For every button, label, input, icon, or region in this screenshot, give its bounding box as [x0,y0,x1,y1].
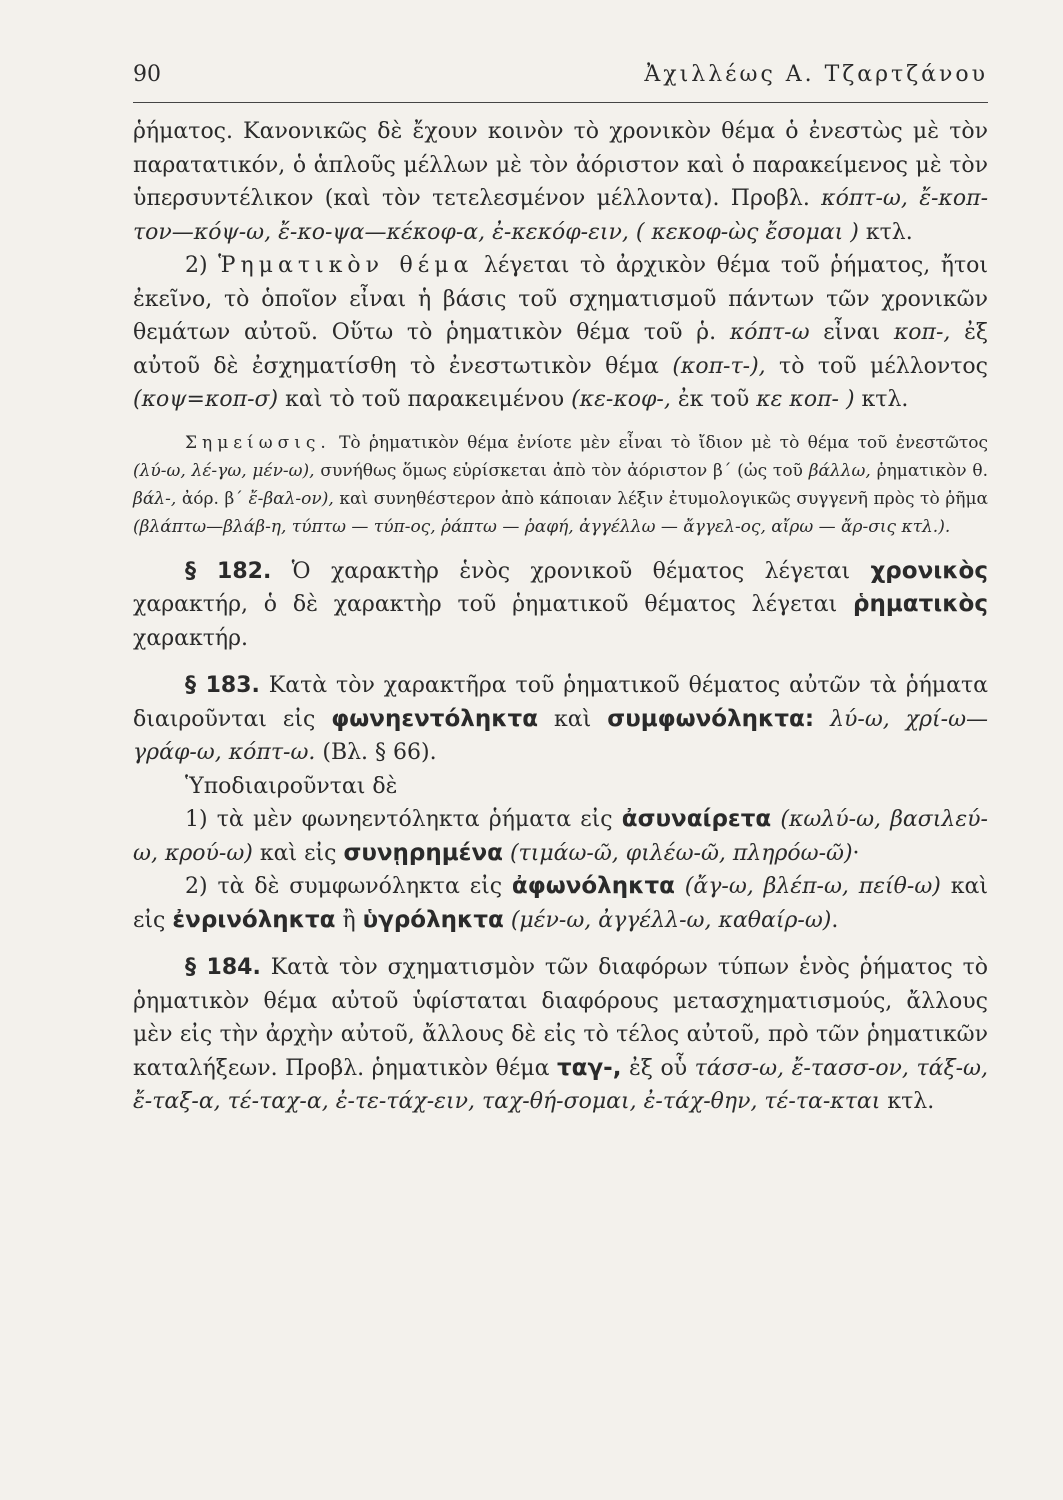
text: . [831,907,839,933]
bold-term: ὑγρόληκτα [362,906,504,933]
section-number: § 182. [185,558,272,584]
text: Ὁ χαρακτὴρ ἑνὸς χρονικοῦ θέματος λέγεται [271,558,871,584]
text: καὶ συνηθέστερον ἀπὸ κάποιαν λέξιν ἐτυμολογικῶς συγγενῆ πρὸς τὸ ῥῆμα [333,488,988,509]
italic-text: κόπτ-ω, ἔ-κοπ-τον—κόψ-ω, ἔ-κο-ψα—κέκοφ-α, ἐ-κεκόφ-ειν, ( κεκοφ-ὼς ἔσομαι ) [133,186,988,245]
text: ἢ [335,907,363,933]
text: καὶ εἰς [252,840,344,866]
text: (Βλ. § 66). [315,740,437,765]
text: Τὸ ῥηματικὸν θέμα ἐνίοτε μὲν εἶναι τὸ ἴδιον μὲ τὸ θέμα τοῦ ἐνεστῶτος [330,432,988,453]
page-number: 90 [133,62,161,87]
italic-text: βάλλω, [808,460,871,481]
item-number: 2) [185,253,219,278]
note-label: Σημείωσις. [185,432,331,453]
italic-text: (βλάπτω—βλάβ-η, τύπτω — τύπ-ος, ῥάπτω — ῥαφή, ἀγγέλλω — ἄγγελ-ος, αἴρω — ἄρ-σις κτλ.). [133,516,951,537]
text: 1) τὰ μὲν φωνηεντόληκτα ῥήματα εἰς [185,807,622,832]
bold-term: ταγ-, [557,1054,622,1081]
bold-term: ἀφωνόληκτα [511,873,675,899]
bold-term: χρονικὸς [870,557,988,584]
list-item-2 [133,870,988,937]
text: κτλ. [854,387,909,412]
running-title: Ἀχιλλέως Α. Τζαρτζάνου [644,62,988,87]
text: ἐξ αὐτοῦ δὲ ἐσχηματίσθη τὸ ἐνεστωτικὸν θέμα [133,320,989,379]
italic-text: κόπτ-ω [729,320,810,345]
italic-text: (κοπ-τ-), [672,353,766,379]
spaced-term: Ῥηματικὸν θέμα [218,253,474,278]
text: καὶ εἰς [133,874,988,933]
text: κτλ. [858,219,913,245]
header-rule [133,102,988,103]
text: χαρακτήρ. [133,625,249,651]
italic-text: κοπ-, [893,320,951,345]
text: καὶ τὸ τοῦ παρακειμένου [278,387,572,412]
text: ἐκ τοῦ [670,387,757,412]
text: ἀόρ. β΄ [176,488,249,509]
bold-term: συμφωνόληκτα: [607,705,815,732]
italic-text: (κε-κοφ-, [571,387,671,412]
text: καὶ [538,706,608,732]
running-header [133,62,988,98]
text: συνήθως ὅμως εὑρίσκεται ἀπὸ τὸν ἀόριστον β΄ (ὡς τοῦ [314,460,809,481]
italic-text: (ἄγ-ω, βλέπ-ω, πείθ-ω) [674,874,941,899]
italic-text: (κωλύ-ω, βασιλεύ-ω, κρού-ω) [133,807,988,866]
italic-text: τάσσ-ω, ἔ-τασσ-ον, τάξ-ω, ἔ-ταξ-α, τέ-ταχ-α, ἐ-τε-τάχ-ειν, ταχ-θή-σομαι, ἐ-τάχ-θην, τέ-τα-κται [133,1055,988,1114]
section-183 [133,669,988,770]
italic-text: (κοψ=κοπ-σ) [133,387,279,412]
bold-term: ῥηματικὸς [853,591,988,617]
bold-term: ἀσυναίρετα [621,806,772,832]
bold-term: συνῃρημένα [343,839,503,866]
text: τὸ τοῦ μέλλοντος [765,353,988,379]
section-184 [133,951,988,1119]
italic-text: (λύ-ω, λέ-γω, μέν-ω), [133,460,315,481]
text: χαρακτήρ, ὁ δὲ χαρακτὴρ τοῦ ῥηματικοῦ θέματος λέγεται [133,592,854,617]
text: Κατὰ τὸν σχηματισμὸν τῶν διαφόρων τύπων ἑνὸς ῥήματος τὸ ῥηματικὸν θέμα αὐτοῦ ὑφίσταται διαφόρους μετασχηματισμούς, ἄλλους μὲν εἰς τὴν ἀρχὴν αὐτοῦ, ἄλλους δὲ εἰς τὸ τέλος αὐτοῦ, πρὸ τῶν ῥηματικῶν καταλήξεων. Προβλ. ῥηματικὸν θέμα [133,955,988,1081]
text: εἶναι [809,320,894,345]
bold-term: ἐνρινόληκτα [172,906,336,933]
text: Κατὰ τὸν χαρακτῆρα τοῦ ῥηματικοῦ θέματος αὐτῶν τὰ ῥήματα διαιροῦνται εἰς [133,673,988,732]
italic-text: λύ-ω, χρί-ω—γράφ-ω, κόπτ-ω. [133,706,989,765]
italic-text: (μέν-ω, ἀγγέλλ-ω, καθαίρ-ω) [503,907,832,933]
text: κτλ. [880,1089,935,1114]
italic-text: κε κοπ- ) [756,387,855,412]
text: ῥηματικὸν θ. [870,460,988,481]
section-number: § 184. [185,955,261,980]
text [814,707,830,732]
text: ἐξ οὗ [621,1055,695,1081]
italic-text: βάλ-, [133,488,177,509]
italic-text: ἔ-βαλ-ον), [248,488,334,509]
subdivision-intro [133,770,988,804]
note-paragraph [133,429,988,541]
text: ῥήματος. Κανονικῶς δὲ ἔχουν κοινὸν τὸ χρονικὸν θέμα ὁ ἐνεστὼς μὲ τὸν παρατατικόν, ὁ ἁπλοῦς μέλλων μὲ τὸν ἀόριστον καὶ ὁ παρακείμενος μὲ τὸν ὑπερσυντέλικον (καὶ τὸν τετελεσμένον μέλλοντα). Προβλ. [133,119,988,211]
list-item-1 [133,803,988,870]
bold-term: φωνηεντόληκτα [331,705,539,732]
text: 2) τὰ δὲ συμφωνόληκτα εἰς [185,874,512,899]
paragraph-continuation [133,115,988,249]
text: λέγεται τὸ ἀρχικὸν θέμα τοῦ ῥήματος, ἤτοι ἐκεῖνο, τὸ ὁποῖον εἶναι ἡ βάσις τοῦ σχηματισμοῦ πάντων τῶν χρονικῶν θεμάτων αὐτοῦ. Οὕτω τὸ ῥηματικὸν θέμα τοῦ ῥ. [133,253,988,345]
text: · [852,840,860,866]
text: Ὑποδιαιροῦνται δὲ [185,773,398,799]
italic-text: (τιμάω-ῶ, φιλέω-ῶ, πληρόω-ῶ) [502,840,853,866]
section-182 [133,555,988,656]
document-page [133,62,988,1119]
section-number: § 183. [185,673,260,698]
paragraph-2 [133,249,988,417]
